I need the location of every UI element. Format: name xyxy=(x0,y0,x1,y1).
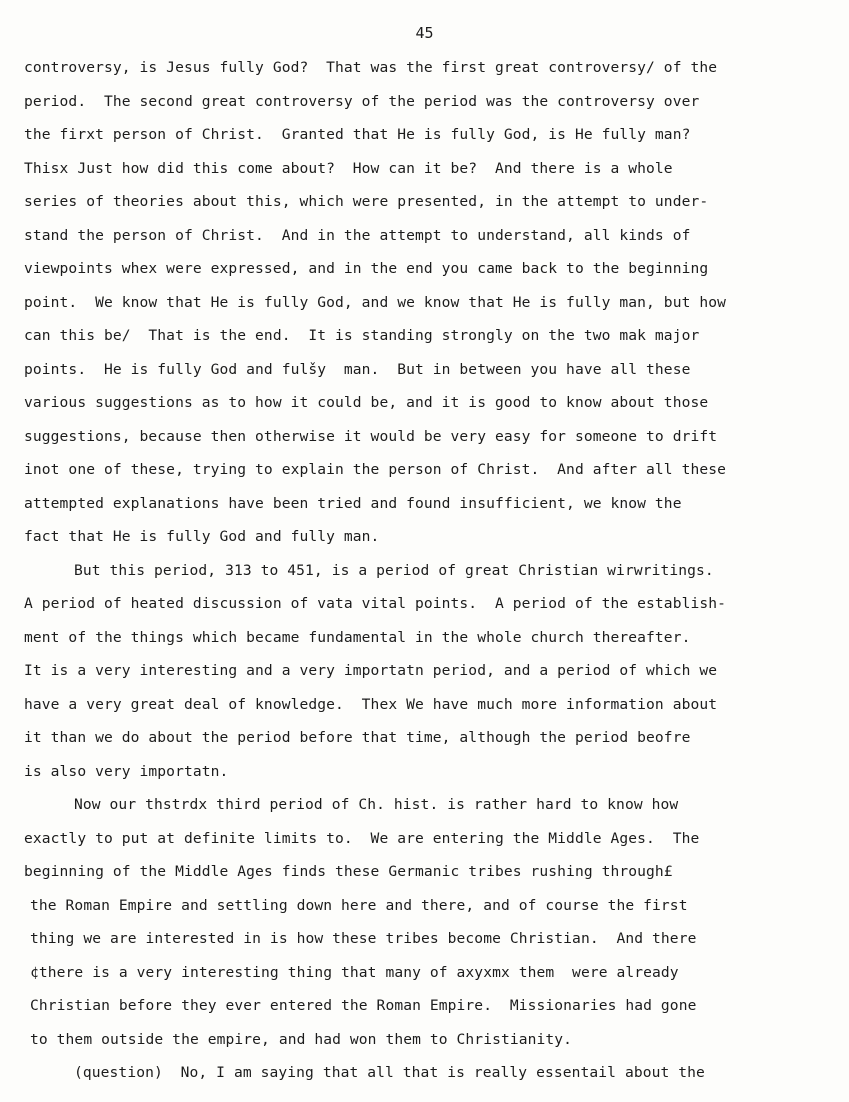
text-line: can this be/ That is the end. It is standing strongly on the two mak major xyxy=(24,327,700,344)
text-line: viewpoints whex were expressed, and in the end you came back to the beginning xyxy=(24,260,709,277)
page-number: 45 xyxy=(415,24,434,42)
paragraph-start-line: (question) No, I am saying that all that is really essentail about the xyxy=(74,1064,705,1081)
text-line: period. The second great controversy of the period was the controversy over xyxy=(24,92,700,110)
paragraph-start-line: But this period, 313 to 451, is a period of great Christian wirwritings. xyxy=(74,561,714,579)
text-line: Thisx Just how did this come about? How can it be? And there is a whole xyxy=(24,159,673,177)
text-line: fact that He is fully God and fully man. xyxy=(24,528,380,545)
text-line: it than we do about the period before that time, although the period beofre xyxy=(24,729,691,746)
text-line: point. We know that He is fully God, and we know that He is fully man, but how xyxy=(24,293,727,311)
text-line: the Roman Empire and settling down here and there, and of course the first xyxy=(30,896,688,914)
text-line: various suggestions as to how it could be, and it is good to know about those xyxy=(24,394,709,411)
text-line: thing we are interested in is how these tribes become Christian. And there xyxy=(30,930,697,947)
paragraph-start-line: Now our thstrdx third period of Ch. hist. is rather hard to know how xyxy=(74,796,679,813)
text-line: suggestions, because then otherwise it would be very easy for someone to drift xyxy=(24,427,718,445)
text-line: inot one of these, trying to explain the person of Christ. And after all these xyxy=(24,461,727,478)
text-line: beginning of the Middle Ages finds these Germanic tribes rushing through£ xyxy=(24,863,673,880)
text-line: the firxt person of Christ. Granted that He is fully God, is He fully man? xyxy=(24,126,691,143)
page-body xyxy=(24,56,824,1095)
text-line: It is a very interesting and a very importatn period, and a period of which we xyxy=(24,662,718,679)
text-line: points. He is fully God and fulšy man. But in between you have all these xyxy=(24,360,691,378)
text-line: controversy, is Jesus fully God? That was the first great controversy/ of the xyxy=(24,59,718,76)
text-line: Christian before they ever entered the Roman Empire. Missionaries had gone xyxy=(30,997,697,1014)
text-line: have a very great deal of knowledge. Thex We have much more information about xyxy=(24,695,718,713)
text-line: A period of heated discussion of vata vital points. A period of the establish- xyxy=(24,595,727,612)
text-line: ¢there is a very interesting thing that many of axyxmx them were already xyxy=(30,963,679,981)
text-line: is also very importatn. xyxy=(24,762,229,780)
text-line: attempted explanations have been tried and found insufficient, we know the xyxy=(24,494,682,512)
text-line: series of theories about this, which were presented, in the attempt to under- xyxy=(24,193,709,210)
text-line: ment of the things which became fundamental in the whole church thereafter. xyxy=(24,628,691,646)
text-line: stand the person of Christ. And in the attempt to understand, all kinds of xyxy=(24,226,691,244)
text-line: to them outside the empire, and had won them to Christianity. xyxy=(30,1030,573,1048)
text-line: exactly to put at definite limits to. We are entering the Middle Ages. The xyxy=(24,829,700,847)
